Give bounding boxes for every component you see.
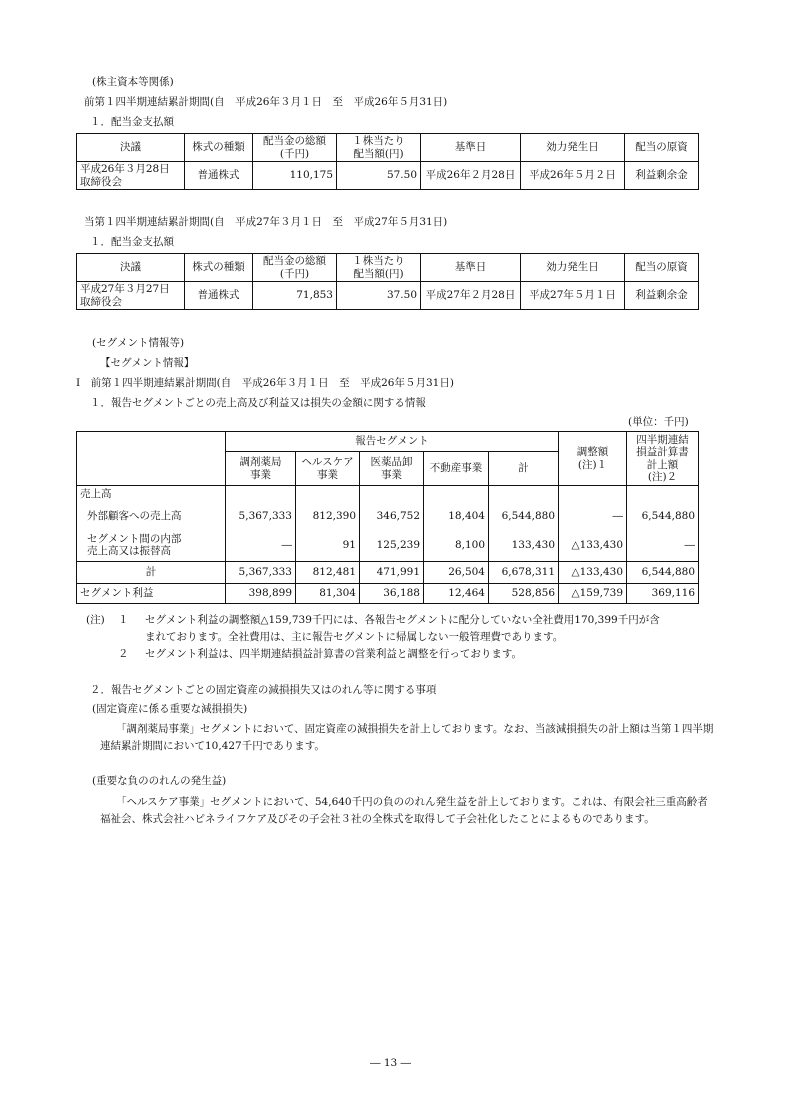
value-cell: 91 (296, 530, 360, 562)
value-cell: 369,116 (627, 584, 699, 604)
value-cell: 812,390 (296, 504, 360, 530)
table-row (77, 562, 699, 584)
value-cell: △133,430 (559, 562, 627, 584)
cur-dividend-subheading: １．配当金支払額 (90, 236, 174, 248)
consolidated-total-header: 四半期連結 損益計算書 計上額 (注)２ (627, 432, 699, 486)
header-healthcare: ヘルスケア 事業 (296, 452, 360, 486)
segment-item2-title: ２．報告セグメントごとの固定資産の減損損失又はのれん等に関する事項 (90, 684, 437, 696)
impairment-text: 「調剤薬局事業」セグメントにおいて、固定資産の減損損失を計上しております。なお、当該減損損失の計上額は当第１四半期連結累計期間において10,427千円であります。 (100, 723, 714, 752)
total-dividend-cell: 110,175 (253, 162, 337, 190)
prev-period-title: 前第１四半期連結累計期間(自 平成26年３月１日 至 平成26年５月31日) (84, 96, 448, 108)
header-total-dividend: 配当金の総額 (千円) (253, 134, 337, 162)
value-cell: 8,100 (424, 530, 489, 562)
table-header-row (77, 134, 699, 162)
segment-info-subheading: 【セグメント情報】 (100, 357, 195, 369)
table-row (77, 282, 699, 310)
header-real-estate: 不動産事業 (424, 452, 489, 486)
header-dispensing-pharmacy: 調剤薬局 事業 (226, 452, 296, 486)
header-record-date: 基準日 (421, 134, 521, 162)
total-dividend-cell: 71,853 (253, 282, 337, 310)
note1-number: １ (118, 614, 129, 626)
header-share-type: 株式の種類 (185, 254, 253, 282)
record-date-cell: 平成26年２月28日 (421, 162, 521, 190)
page-number: ― 13 ― (370, 1057, 412, 1069)
resolution-cell: 平成26年３月28日 取締役会 (77, 162, 185, 190)
table-header-row (77, 254, 699, 282)
negative-goodwill-heading: (重要な負ののれんの発生益) (92, 775, 227, 787)
value-cell: 12,464 (424, 584, 489, 604)
segment-period-title: Ⅰ 前第１四半期連結累計期間(自 平成26年３月１日 至 平成26年５月31日) (76, 377, 454, 389)
share-type-cell: 普通株式 (185, 282, 253, 310)
value-cell: 6,678,311 (489, 562, 559, 584)
note2-text: セグメント利益は、四半期連結損益計算書の営業利益と調整を行っております。 (145, 648, 523, 660)
cur-dividend-table (76, 253, 699, 310)
value-cell: 6,544,880 (627, 562, 699, 584)
table-row (77, 530, 699, 562)
table-row (77, 486, 699, 504)
negative-goodwill-text: 「ヘルスケア事業」セグメントにおいて、54,640千円の負ののれん発生益を計上しております。これは、有限会社三重高齢者福祉会、株式会社ハピネライフケア及びその子会社３社の全株式を取得して子会社化したことによるものであります。 (100, 796, 708, 825)
header-per-share: １株当たり 配当額(円) (337, 254, 421, 282)
report-segment-header: 報告セグメント (226, 432, 559, 452)
blank-corner (77, 432, 226, 486)
value-cell: ― (559, 504, 627, 530)
header-resolution: 決議 (77, 254, 185, 282)
segment-header-row (77, 432, 699, 452)
value-cell: 346,752 (360, 504, 424, 530)
internal-sales-label: セグメント間の内部 売上高又は振替高 (77, 530, 226, 562)
header-total-dividend: 配当金の総額 (千円) (253, 254, 337, 282)
header-effective-date: 効力発生日 (521, 254, 625, 282)
value-cell: 81,304 (296, 584, 360, 604)
per-share-cell: 37.50 (337, 282, 421, 310)
source-cell: 利益剰余金 (625, 162, 699, 190)
unit-label: (単位：千円) (628, 416, 689, 428)
value-cell: 36,188 (360, 584, 424, 604)
note1-line2: まれております。全社費用は、主に報告セグメントに帰属しない一般管理費であります。 (145, 631, 564, 643)
record-date-cell: 平成27年２月28日 (421, 282, 521, 310)
value-cell: 812,481 (296, 562, 360, 584)
prev-dividend-subheading: １．配当金支払額 (90, 116, 174, 128)
value-cell: 125,239 (360, 530, 424, 562)
note-label: (注) (86, 614, 105, 626)
source-cell: 利益剰余金 (625, 282, 699, 310)
header-source: 配当の原資 (625, 254, 699, 282)
segment-section-heading: (セグメント情報等) (92, 337, 185, 349)
per-share-cell: 57.50 (337, 162, 421, 190)
adjustment-header: 調整額 (注)１ (559, 432, 627, 486)
value-cell: 471,991 (360, 562, 424, 584)
prev-dividend-table (76, 133, 699, 190)
note2-number: ２ (118, 648, 129, 660)
table-row (77, 504, 699, 530)
header-share-type: 株式の種類 (185, 134, 253, 162)
table-row (77, 584, 699, 604)
value-cell: 5,367,333 (226, 562, 296, 584)
value-cell: 5,367,333 (226, 504, 296, 530)
impairment-heading: (固定資産に係る重要な減損損失) (92, 703, 248, 715)
value-cell: ― (226, 530, 296, 562)
sales-label: 売上高 (77, 486, 226, 504)
header-record-date: 基準日 (421, 254, 521, 282)
value-cell: 398,899 (226, 584, 296, 604)
header-subtotal: 計 (489, 452, 559, 486)
value-cell: 6,544,880 (489, 504, 559, 530)
value-cell: 18,404 (424, 504, 489, 530)
header-per-share: １株当たり 配当額(円) (337, 134, 421, 162)
table-row (77, 162, 699, 190)
external-sales-label: 外部顧客への売上高 (77, 504, 226, 530)
header-drug-wholesale: 医薬品卸 事業 (360, 452, 424, 486)
value-cell: △133,430 (559, 530, 627, 562)
effective-date-cell: 平成27年５月１日 (521, 282, 625, 310)
segment-item1-title: １．報告セグメントごとの売上高及び利益又は損失の金額に関する情報 (90, 397, 426, 409)
value-cell: △159,739 (559, 584, 627, 604)
segment-profit-label: セグメント利益 (77, 584, 226, 604)
value-cell: 133,430 (489, 530, 559, 562)
header-resolution: 決議 (77, 134, 185, 162)
value-cell: 26,504 (424, 562, 489, 584)
header-source: 配当の原資 (625, 134, 699, 162)
share-type-cell: 普通株式 (185, 162, 253, 190)
sales-total-label: 計 (77, 562, 226, 584)
cur-period-title: 当第１四半期連結累計期間(自 平成27年３月１日 至 平成27年５月31日) (84, 216, 448, 228)
value-cell: ― (627, 530, 699, 562)
segment-table (76, 431, 699, 604)
effective-date-cell: 平成26年５月２日 (521, 162, 625, 190)
note1-line1: セグメント利益の調整額△159,739千円には、各報告セグメントに配分していない全社費用170,399千円が含 (145, 614, 660, 626)
value-cell: 6,544,880 (627, 504, 699, 530)
shareholders-equity-heading: (株主資本等関係) (92, 76, 174, 88)
value-cell: 528,856 (489, 584, 559, 604)
header-effective-date: 効力発生日 (521, 134, 625, 162)
resolution-cell: 平成27年３月27日 取締役会 (77, 282, 185, 310)
